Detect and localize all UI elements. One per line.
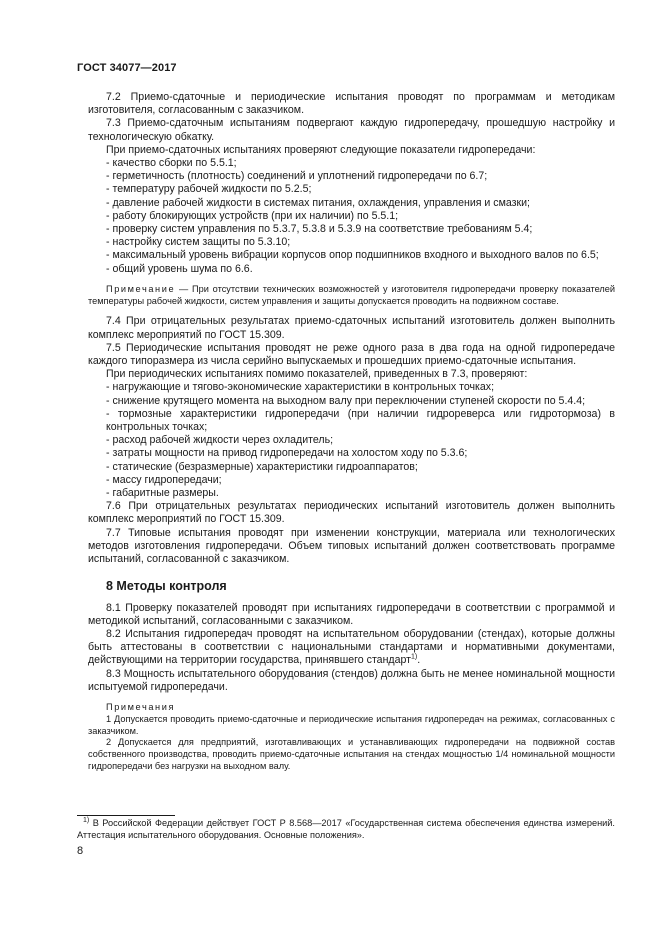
paragraph-8-2	[88, 628, 615, 668]
paragraph-8-3: 8.3 Мощность испытательного оборудования (стендов) должна быть не менее номинальной мощности испытуемой гидропередачи.	[88, 667, 615, 693]
list-item: - статические (безразмерные) характеристики гидроаппаратов;	[106, 460, 418, 473]
list-item: - давление рабочей жидкости в системах питания, охлаждения, управления и смазки;	[106, 196, 531, 209]
paragraph-7-7: 7.7 Типовые испытания проводят при изменении конструкции, материала или технологических методов изготовления гидропередачи. Объем типовых испытаний должен соответствовать программе испытаний, согласованной с заказчиком.	[88, 526, 615, 566]
list-item: - температуру рабочей жидкости по 5.2.5;	[106, 183, 312, 196]
notes-2-title-text: Примечания	[106, 701, 176, 712]
list-item: - качество сборки по 5.5.1;	[106, 157, 237, 170]
paragraph-8-2-text: 8.2 Испытания гидропередач проводят на испытательном оборудовании (стендах), которые должны быть аттестованы в соответствии с национальными стандартами и нормативными документами, действующими на территории государства, принявшего стандарт	[88, 627, 615, 667]
list-periodic-checks	[88, 381, 615, 500]
list-item: - общий уровень шума по 6.6.	[106, 262, 253, 275]
footnote-reference: 1)	[411, 653, 418, 661]
paragraph-7-6: 7.6 При отрицательных результатах периодических испытаний изготовитель должен выполнить комплекс мероприятий по ГОСТ 15.309.	[88, 500, 615, 526]
document-header: ГОСТ 34077—2017	[77, 62, 177, 74]
paragraph-7-3: 7.3 Приемо-сдаточным испытаниям подвергают каждую гидропередачу, прошедшую настройку и технологическую обкатку.	[88, 117, 615, 143]
paragraph-8-2-end: .	[417, 654, 421, 667]
footnote-marker: 1)	[83, 816, 90, 824]
document-body	[88, 91, 615, 773]
list-item: - тормозные характеристики гидропередачи (при наличии гидрореверса или гидротормоза) в контрольных точках;	[106, 407, 615, 434]
note-2-1: 1 Допускается проводить приемо-сдаточные и периодические испытания гидропередач на режимах, согласованных с заказчиком.	[88, 713, 615, 736]
list-item: - герметичность (плотность) соединений и уплотнений гидропередачи по 6.7;	[106, 170, 488, 183]
paragraph-7-2: 7.2 Приемо-сдаточные и периодические испытания проводят по программам и методикам изготовителя, согласованным с заказчиком.	[88, 91, 615, 117]
footnote	[77, 818, 615, 842]
list-acceptance-checks	[88, 157, 615, 276]
notes-2-title	[88, 702, 615, 714]
paragraph-7-3-intro: При приемо-сдаточных испытаниях проверяют следующие показатели гидропередачи:	[106, 143, 536, 156]
list-item: - проверку систем управления по 5.3.7, 5.3.8 и 5.3.9 на соответствие требованиям 5.4;	[106, 223, 533, 236]
note-2-2: 2 Допускается для предприятий, изготавливающих и устанавливающих гидропередачи на подвижной состав собственного производства, проводить приемо-сдаточные испытания на стендах мощностью 1/4 номинальной мощности гидропередачи без нагрузки на выходном валу.	[88, 737, 615, 771]
paragraph-7-4: 7.4 При отрицательных результатах приемо-сдаточных испытаний изготовитель должен выполнить комплекс мероприятий по ГОСТ 15.309.	[88, 315, 615, 341]
page-number: 8	[77, 845, 84, 857]
section-8-heading: 8 Методы контроля	[106, 579, 227, 594]
list-item: - работу блокирующих устройств (при их наличии) по 5.5.1;	[106, 209, 399, 222]
paragraph-7-5-intro: При периодических испытаниях помимо показателей, приведенных в 7.3, проверяют:	[106, 368, 528, 381]
paragraph-8-1: 8.1 Проверку показателей проводят при испытаниях гидропередачи в соответствии с программой и методикой испытаний, согласованными с заказчиком.	[88, 601, 615, 627]
footnote-divider	[77, 815, 175, 816]
list-item: - расход рабочей жидкости через охладитель;	[106, 434, 334, 447]
note-1-title: Примечание	[106, 283, 176, 294]
list-item: - максимальный уровень вибрации корпусов опор подшипников входного и выходного валов по 6.5;	[106, 249, 599, 262]
footnote-text: В Российской Федерации действует ГОСТ Р 8.568—2017 «Государственная система обеспечения единства измерений. Аттестация испытательного оборудования. Основные положения».	[77, 818, 615, 840]
list-item: - массу гидропередачи;	[106, 473, 222, 486]
note-1-text: — При отсутствии технических возможностей у изготовителя гидропередачи проверку показателей температуры рабочей жидкости, систем управления и защиты допускается проводить на подвижном составе.	[88, 283, 615, 306]
list-item: - затраты мощности на привод гидропередачи на холостом ходу по 5.3.6;	[106, 447, 468, 460]
list-item: - нагружающие и тягово-экономические характеристики в контрольных точках;	[106, 381, 495, 394]
list-item: - габаритные размеры.	[106, 487, 219, 500]
note-1	[88, 284, 615, 308]
paragraph-7-5: 7.5 Периодические испытания проводят не реже одного раза в два года на одной гидропередаче каждого типоразмера из числа серийно выпускаемых и прошедших приемо-сдаточные испытания.	[88, 341, 615, 368]
list-item: - настройку систем защиты по 5.3.10;	[106, 236, 291, 249]
list-item: - снижение крутящего момента на выходном валу при переключении ступеней скорости по 5.4.4;	[106, 394, 586, 407]
